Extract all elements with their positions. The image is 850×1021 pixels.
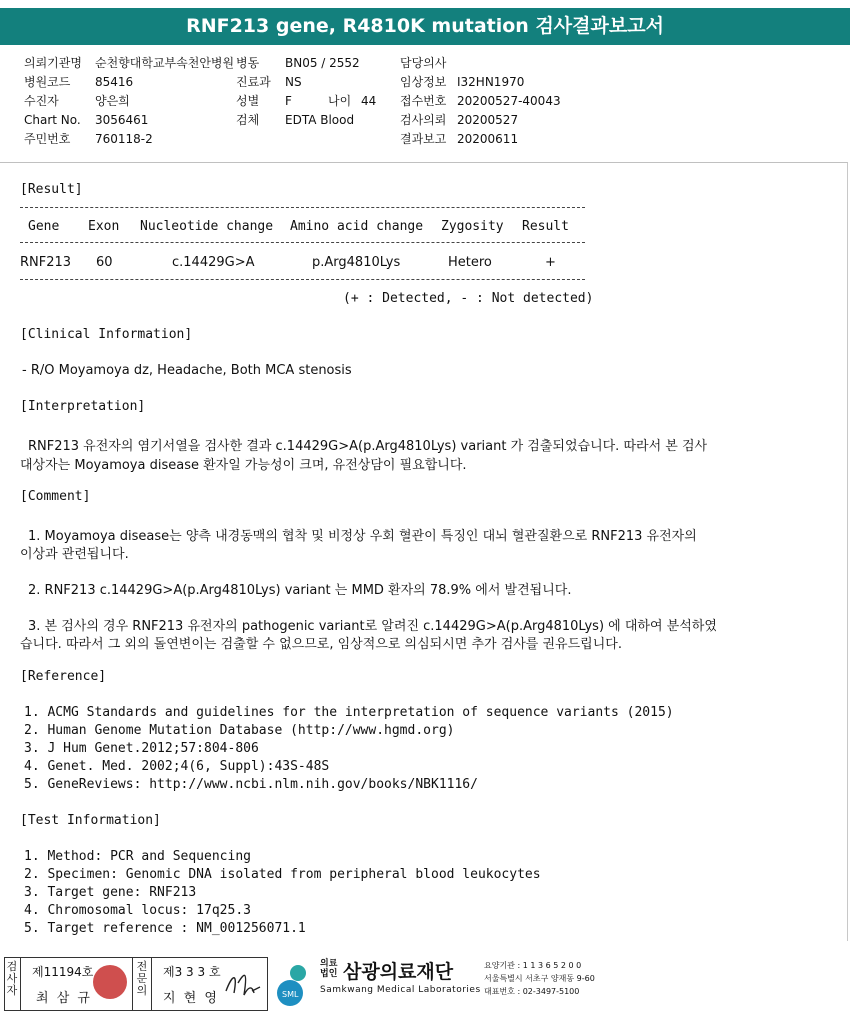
hdr-key: 주민번호 bbox=[24, 132, 71, 146]
clinical-text: - R/O Moyamoya dz, Headache, Both MCA stenosis bbox=[22, 363, 352, 378]
hdr-key: 담당의사 bbox=[400, 56, 447, 70]
svg-text:SML: SML bbox=[282, 990, 299, 999]
cell-exon: 60 bbox=[96, 255, 113, 270]
hdr-key: 접수번호 bbox=[400, 94, 447, 108]
interp-line-2: 대상자는 Moyamoya disease 환자일 가능성이 크며, 유전상담이 필요합니다. bbox=[20, 458, 467, 473]
hdr-key: 병동 bbox=[236, 56, 260, 70]
cell-zygosity: Hetero bbox=[448, 255, 492, 270]
cell-gene: RNF213 bbox=[20, 255, 72, 270]
org-info: 요양기관 : 1 1 3 6 5 2 0 0 서울특별시 서초구 양재동 9-60 대표번호 : 02-3497-5100 bbox=[484, 961, 595, 996]
result-legend: (+ : Detected, - : Not detected) bbox=[343, 291, 594, 306]
list-item: 3. J Hum Genet.2012;57:804-806 bbox=[24, 741, 259, 756]
cell-amino: p.Arg4810Lys bbox=[312, 255, 401, 270]
col-nucleotide: Nucleotide change bbox=[140, 219, 274, 234]
test-heading: [Test Information] bbox=[20, 813, 161, 828]
hdr-value: 순천향대학교부속천안병원 bbox=[95, 56, 235, 70]
org-name: 삼광의료재단 bbox=[343, 961, 454, 983]
hdr-value: 85416 bbox=[95, 75, 134, 89]
cell-result: + bbox=[545, 255, 556, 270]
hdr-value: EDTA Blood bbox=[285, 113, 355, 127]
col-result: Result bbox=[522, 219, 569, 234]
comment-1b: 이상과 관련됩니다. bbox=[20, 547, 129, 562]
cell-nucleotide: c.14429G>A bbox=[172, 255, 255, 270]
hdr-value: 760118-2 bbox=[95, 132, 153, 146]
list-item: 1. ACMG Standards and guidelines for the interpretation of sequence variants (2015) bbox=[24, 705, 674, 720]
hdr-key: 임상정보 bbox=[400, 75, 447, 89]
hdr-age-key: 나이 bbox=[328, 94, 352, 108]
hdr-key: 진료과 bbox=[236, 75, 271, 89]
hdr-key: 병원코드 bbox=[24, 75, 71, 89]
hdr-value: F bbox=[285, 94, 292, 108]
hdr-key: 검체 bbox=[236, 113, 260, 127]
interp-heading: [Interpretation] bbox=[20, 399, 146, 414]
clinical-heading: [Clinical Information] bbox=[20, 327, 193, 342]
org-name-en: Samkwang Medical Laboratories bbox=[320, 985, 481, 995]
hdr-key: 검사의뢰 bbox=[400, 113, 447, 127]
hdr-value: I32HN1970 bbox=[457, 75, 525, 89]
hdr-value: 양은희 bbox=[95, 94, 130, 108]
sml-logo-icon bbox=[272, 959, 318, 1007]
hdr-value: 20200527-40043 bbox=[457, 94, 561, 108]
specialist-label: 전 문 의 bbox=[136, 960, 148, 997]
hdr-key: 성별 bbox=[236, 94, 260, 108]
list-item: 5. GeneReviews: http://www.ncbi.nlm.nih.gov/books/NBK1116/ bbox=[24, 777, 478, 792]
hdr-value: 20200527 bbox=[457, 113, 519, 127]
comment-heading: [Comment] bbox=[20, 489, 91, 504]
interp-line-1: RNF213 유전자의 염기서열을 검사한 결과 c.14429G>A(p.Arg4810Lys) variant 가 검출되었습니다. 따라서 본 검사 bbox=[28, 439, 708, 454]
signature-footer bbox=[0, 955, 850, 1013]
comment-2: 2. RNF213 c.14429G>A(p.Arg4810Lys) variant 는 MMD 환자의 78.9% 에서 발견됩니다. bbox=[28, 583, 572, 598]
comment-3b: 습니다. 따라서 그 외의 돌연변이는 검출할 수 없으므로, 임상적으로 의심되시면 추가 검사를 권유드립니다. bbox=[20, 637, 622, 652]
hdr-value: NS bbox=[285, 75, 302, 89]
seal-stamp bbox=[93, 965, 127, 999]
hdr-key: 수진자 bbox=[24, 94, 59, 108]
col-gene: Gene bbox=[28, 219, 60, 234]
hdr-key: 의뢰기관명 bbox=[24, 56, 82, 70]
comment-3a: 3. 본 검사의 경우 RNF213 유전자의 pathogenic variant로 알려진 c.14429G>A(p.Arg4810Lys) 에 대하여 분석하였 bbox=[28, 619, 717, 634]
col-amino: Amino acid change bbox=[290, 219, 424, 234]
specialist-name: 지 현 영 bbox=[163, 991, 219, 1006]
list-item: 3. Target gene: RNF213 bbox=[24, 885, 197, 900]
comment-1a: 1. Moyamoya disease는 양측 내경동맥의 협착 및 비정상 우회 혈관이 특징인 대뇌 혈관질환으로 RNF213 유전자의 bbox=[28, 529, 697, 544]
inspector-name: 최 삼 규 bbox=[36, 991, 92, 1006]
list-item: 4. Genet. Med. 2002;4(6, Suppl):43S-48S bbox=[24, 759, 330, 774]
list-item: 5. Target reference : NM_001256071.1 bbox=[24, 921, 306, 936]
report-title: RNF213 gene, R4810K mutation 검사결과보고서 bbox=[0, 8, 850, 45]
list-item: 1. Method: PCR and Sequencing bbox=[24, 849, 251, 864]
hdr-value: 3056461 bbox=[95, 113, 149, 127]
hdr-key: 결과보고 bbox=[400, 132, 447, 146]
list-item: 4. Chromosomal locus: 17q25.3 bbox=[24, 903, 251, 918]
result-heading: [Result] bbox=[20, 182, 83, 197]
org-type: 의료 법인 bbox=[320, 959, 338, 979]
col-exon: Exon bbox=[88, 219, 120, 234]
hdr-value: BN05 / 2552 bbox=[285, 56, 360, 70]
hdr-key: Chart No. bbox=[24, 113, 81, 127]
col-zygosity: Zygosity bbox=[441, 219, 504, 234]
signature-icon bbox=[222, 965, 264, 1001]
ref-heading: [Reference] bbox=[20, 669, 107, 684]
list-item: 2. Human Genome Mutation Database (http://www.hgmd.org) bbox=[24, 723, 455, 738]
inspector-license: 제11194호 bbox=[32, 965, 94, 979]
specialist-license: 제3 3 3 호 bbox=[163, 965, 221, 979]
hdr-value: 20200611 bbox=[457, 132, 519, 146]
inspector-label: 검 사 자 bbox=[6, 960, 18, 997]
list-item: 2. Specimen: Genomic DNA isolated from peripheral blood leukocytes bbox=[24, 867, 541, 882]
hdr-age-value: 44 bbox=[361, 94, 377, 108]
